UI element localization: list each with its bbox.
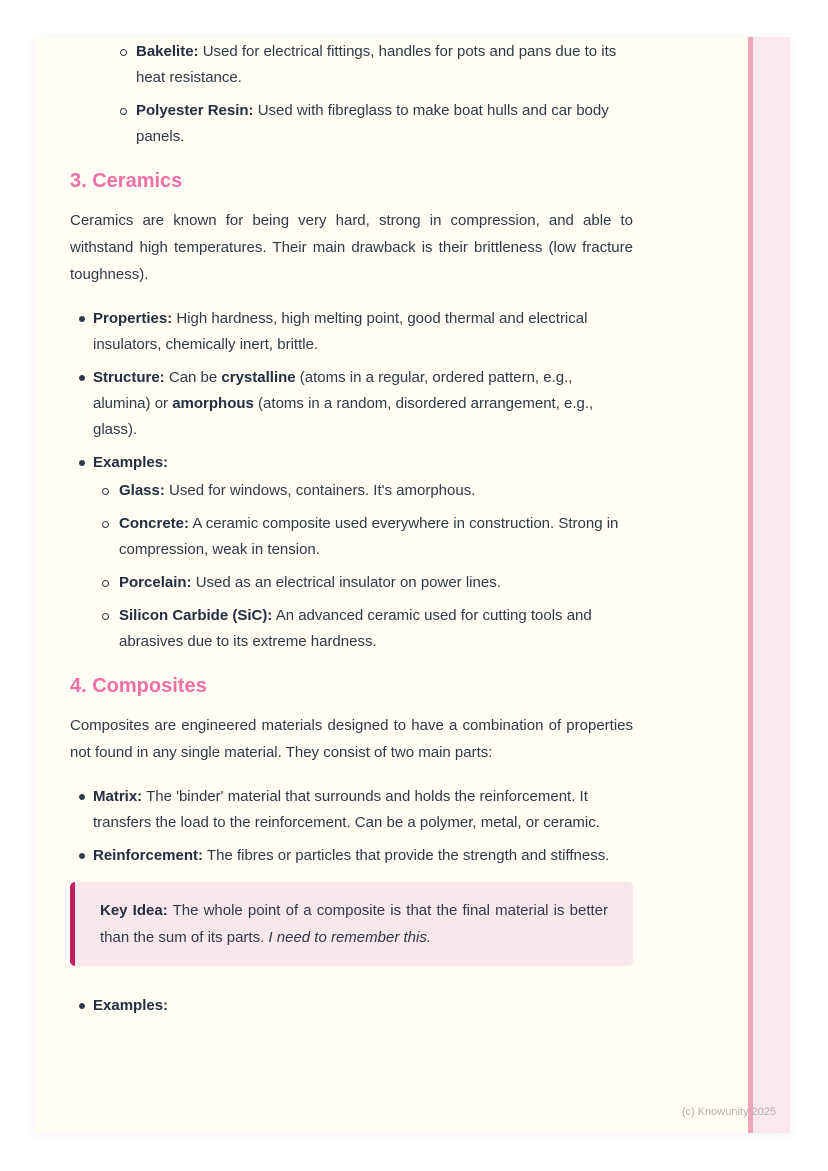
list-item-porcelain <box>93 570 633 596</box>
disc-bullet-icon <box>79 375 85 381</box>
list-item-text: Examples: <box>93 997 169 1014</box>
circle-bullet-icon <box>102 488 109 495</box>
disc-bullet-icon <box>79 853 85 859</box>
list-item-text: Matrix: The 'binder' material that surrounds and holds the reinforcement. It transfers the load to the reinforcement. Can be a polymer, metal, or ceramic. <box>93 788 600 831</box>
document-content <box>70 37 633 1019</box>
disc-bullet-icon <box>79 1003 85 1009</box>
list-item-properties <box>70 306 633 358</box>
ceramics-bullet-list <box>70 306 633 655</box>
key-idea-text: Key Idea: The whole point of a composite is that the final material is better than the sum of its parts. I need to remember this. <box>100 902 608 946</box>
list-item-matrix <box>70 784 633 836</box>
circle-bullet-icon <box>102 613 109 620</box>
list-item-text: Properties: High hardness, high melting point, good thermal and electrical insulators, chemically inert, brittle. <box>93 310 588 353</box>
list-item-silicon-carbide <box>93 603 633 655</box>
list-item-text: Structure: Can be crystalline (atoms in a regular, ordered pattern, e.g., alumina) or amorphous (atoms in a random, disordered arrangement, e.g., glass). <box>93 369 594 438</box>
list-item-concrete <box>93 511 633 563</box>
list-item-bakelite <box>70 39 633 91</box>
list-item-structure <box>70 365 633 443</box>
list-item-text: Examples: <box>93 454 169 471</box>
circle-bullet-icon <box>120 49 127 56</box>
list-item-text: Glass: Used for windows, containers. It's amorphous. <box>119 482 476 499</box>
disc-bullet-icon <box>79 460 85 466</box>
list-item-text: Polyester Resin: Used with fibreglass to make boat hulls and car body panels. <box>136 102 609 145</box>
disc-bullet-icon <box>79 794 85 800</box>
section-heading-ceramics: 3. Ceramics <box>70 170 183 192</box>
document-page <box>35 37 790 1133</box>
list-item-reinforcement <box>70 843 633 869</box>
list-item-glass <box>93 478 633 504</box>
list-item-text: Concrete: A ceramic composite used everywhere in construction. Strong in compression, weak in tension. <box>119 515 619 558</box>
circle-bullet-icon <box>102 521 109 528</box>
key-idea-callout <box>70 882 633 966</box>
list-item-text: Silicon Carbide (SiC): An advanced ceramic used for cutting tools and abrasives due to its extreme hardness. <box>119 607 592 650</box>
list-item-text: Bakelite: Used for electrical fittings, handles for pots and pans due to its heat resistance. <box>136 43 617 86</box>
composites-intro-paragraph: Composites are engineered materials designed to have a combination of properties not found in any single material. They consist of two main parts: <box>70 717 633 761</box>
disc-bullet-icon <box>79 316 85 322</box>
copyright-text: (c) Knowunity 2025 <box>681 1106 776 1118</box>
list-item-text: Reinforcement: The fibres or particles that provide the strength and stiffness. <box>93 847 610 864</box>
circle-bullet-icon <box>102 580 109 587</box>
polymer-examples-list <box>70 39 633 150</box>
list-item-examples <box>70 450 633 655</box>
list-item-examples <box>70 993 633 1019</box>
list-item-polyester-resin <box>70 98 633 150</box>
composites-bullet-list <box>70 784 633 869</box>
ceramics-examples-sublist <box>93 478 633 655</box>
ceramics-intro-paragraph: Ceramics are known for being very hard, strong in compression, and able to withstand high temperatures. Their main drawback is their brittleness (low fracture toughness). <box>70 212 633 283</box>
section-heading-composites: 4. Composites <box>70 675 207 697</box>
circle-bullet-icon <box>120 108 127 115</box>
list-item-text: Porcelain: Used as an electrical insulator on power lines. <box>119 574 501 591</box>
page-edge-stripe <box>748 37 790 1133</box>
composites-examples-list <box>70 993 633 1019</box>
